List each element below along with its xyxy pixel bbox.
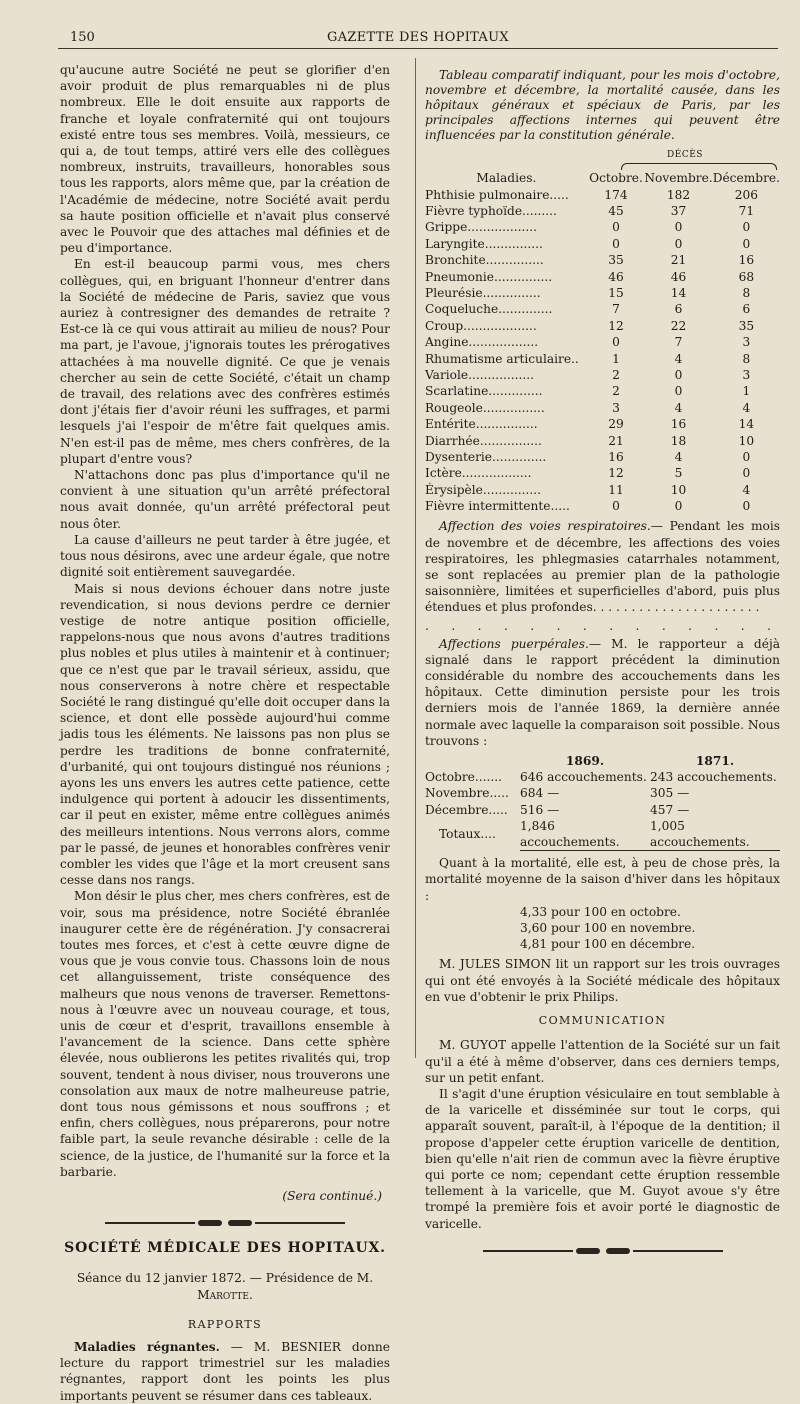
col-octobre: Octobre. bbox=[589, 171, 643, 186]
accouchement-row bbox=[425, 769, 780, 785]
simon-name: M. JULES SIMON bbox=[439, 957, 552, 972]
deaths-nov: 4 bbox=[674, 449, 683, 464]
page-number: 150 bbox=[70, 30, 95, 45]
guyot-paragraph: M. GUYOT appelle l'attention de la Société sur un fait qu'il a été à même d'observer, dans ces derniers temps, sur un petit enfant. bbox=[425, 1038, 780, 1085]
deaths-nov: 10 bbox=[670, 482, 687, 497]
table-row bbox=[425, 367, 780, 383]
final-paragraph: Il s'agit d'une éruption vésiculaire en tout semblable à de la varicelle et disséminée sur tout le corps, qui apparaît souvent, paraît-il, à l'époque de la dentition; il propose d'appeler cette éruption varicelle de dentition, bien qu'elle n'ait rien de commun avec la fièvre éruptive qui porte ce nom; cependant cette éruption ressemble tellement à la varicelle, que M. Guyot avoue s'y être trompé la première fois et avoir porté le diagnostic de varicelle. bbox=[425, 1086, 780, 1231]
paragraph: Mais si nous devions échouer dans notre juste revendication, si nous devions perdre ce dernier vestige de notre antique position officielle, rappelons-nous que nous avons d'autres traditions plus nobles et plus utiles à maintenir et à continuer; que ce n'est que par le travail sérieux, assidu, que nous conserverons à notre chère et respectable Société le rang distingué qu'elle doit occuper dans la science, et dont elle possède aujourd'hui comme jadis tous les éléments. Ne laissons pas non plus se perdre les traditions de bonne confraternité, d'urbanité, qui ont toujours distingué nos réunions ; ayons les uns envers les autres cette patience, cette indulgence qui portent à adoucir les dissentiments, car il peut en exister, même entre collègues animés des meilleurs intentions. Nous verrons alors, comme par le passé, de jeunes et honorables confrères venir combler les vides que l'âge et la mort creusent sans cesse dans nos rangs. bbox=[60, 581, 390, 888]
disease-name: Angine.................. bbox=[425, 335, 539, 350]
deaths-dec: 35 bbox=[738, 318, 755, 333]
month-label: Novembre..... bbox=[425, 786, 509, 801]
table-row bbox=[425, 252, 780, 268]
deaths-nov: 16 bbox=[670, 417, 687, 432]
deaths-dec: 68 bbox=[738, 269, 755, 284]
month-label: Octobre....... bbox=[425, 770, 503, 785]
deaths-dec: 4 bbox=[742, 400, 751, 415]
deaths-dec: 0 bbox=[742, 449, 751, 464]
totals-label: Totaux.... bbox=[439, 827, 496, 842]
deaths-nov: 4 bbox=[674, 400, 683, 415]
journal-title: GAZETTE DES HOPITAUX bbox=[327, 30, 509, 45]
disease-name: Rougeole................ bbox=[425, 400, 545, 415]
rate-line: 4,33 pour 100 en octobre. bbox=[520, 904, 681, 919]
table-row bbox=[425, 432, 780, 448]
deaths-nov: 37 bbox=[670, 204, 687, 219]
table-row bbox=[425, 449, 780, 465]
table-row bbox=[425, 498, 780, 514]
section-title: SOCIÉTÉ MÉDICALE DES HOPITAUX. bbox=[64, 1240, 386, 1257]
total-1869: 1,846 accouchements. bbox=[520, 818, 650, 851]
deaths-nov: 14 bbox=[670, 286, 687, 301]
deaths-dec: 8 bbox=[742, 286, 751, 301]
deaths-dec: 0 bbox=[742, 236, 751, 251]
table-row bbox=[425, 236, 780, 252]
disease-name: Laryngite............... bbox=[425, 236, 543, 251]
paragraph: Mon désir le plus cher, mes chers confrères, est de voir, sous ma présidence, notre Société ébranlée inaugurer cette ère de régénération. J'y consacrerai toutes mes forces, et c'est à cette œuvre digne de vous que je vous convie tous. Chassons loin de nous cet allanguissement, triste conséquence des malheurs que nous venons de traverser. Remettons-nous à l'œuvre avec un nouveau courage, et tous, unis de cœur et d'esprit, travaillons ensemble à l'avancement de la science. Dans cette sphère élevée, nous oublierons les petites rivalités qui, trop souvent, tendent à nous diviser, nous trouverons une consolation aux maux de notre malheureuse patrie, dont tous nous gémissons et nous souffrons ; et enfin, chers collègues, nous préparerons, pour notre faible part, la seule revanche désirable : celle de la science, de la justice, de l'humanité sur la force et la barbarie. bbox=[60, 889, 390, 1179]
accouchement-row bbox=[425, 802, 780, 818]
deaths-nov: 21 bbox=[670, 253, 687, 268]
deaths-dec: 4 bbox=[742, 482, 751, 497]
deaths-nov: 4 bbox=[674, 351, 683, 366]
accouchements-body bbox=[425, 769, 780, 818]
deaths-dec: 0 bbox=[742, 499, 751, 514]
seance-line: Séance du 12 janvier 1872. — Présidence de M. Marotte. bbox=[76, 1271, 374, 1302]
deaths-dec: 6 bbox=[742, 302, 751, 317]
year-1869: 1869. bbox=[565, 754, 605, 769]
disease-name: Scarlatine.............. bbox=[425, 384, 543, 399]
disease-name: Croup................... bbox=[425, 318, 537, 333]
disease-name: Entérite................ bbox=[425, 417, 538, 432]
mortality-table-body bbox=[425, 187, 780, 515]
disease-name: Ictère.................. bbox=[425, 466, 532, 481]
paragraph: N'attachons donc pas plus d'importance qu'il ne convient à une situation qu'un arrêté préfectoral nous avait donnée, qu'un arrêté préfectoral peut nous ôter. bbox=[60, 468, 390, 531]
page-header bbox=[58, 28, 778, 49]
count-b: 243 accouchements. bbox=[650, 770, 777, 785]
deaths-oct: 45 bbox=[608, 204, 624, 219]
disease-name: Pleurésie............... bbox=[425, 286, 541, 301]
year-1871: 1871. bbox=[695, 754, 735, 769]
deaths-oct: 35 bbox=[608, 253, 624, 268]
table-row bbox=[425, 465, 780, 481]
deaths-nov: 6 bbox=[674, 302, 683, 317]
continued-note: (Sera continué.) bbox=[282, 1189, 382, 1204]
deaths-dec: 10 bbox=[738, 433, 755, 448]
table-caption: Tableau comparatif indiquant, pour les mois d'octobre, novembre et décembre, la mortalité causée, dans les hôpitaux généraux et spéciaux de Paris, par les principales affections internes qui peuvent être influencées par la constitution générale. bbox=[425, 68, 780, 142]
right-column bbox=[425, 68, 780, 1268]
deaths-dec: 3 bbox=[742, 367, 751, 382]
besnier-name: BESNIER bbox=[281, 1340, 341, 1355]
deaths-nov: 22 bbox=[670, 318, 687, 333]
deaths-oct: 7 bbox=[612, 302, 620, 317]
disease-name: Variole................. bbox=[425, 367, 534, 382]
deaths-oct: 12 bbox=[608, 318, 624, 333]
deaths-dec: 3 bbox=[742, 335, 751, 350]
deaths-oct: 29 bbox=[608, 417, 624, 432]
paragraph: qu'aucune autre Société ne peut se glorifier d'en avoir produit de plus remarquables ni de plus nombreux. Elle le doit ensuite aux rapports de franche et loyale confraternité qui ont toujours existé entre tous ses membres. Voilà, messieurs, ce qui a, de tout temps, attiré vers elle des collègues nombreux, instruits, travailleurs, honorables sous tous les rapports, alors même que, par la création de l'Académie de médecine, notre Société avait perdu sa haute position officielle et n'avait plus conservé avec le Pouvoir que des attaches mal définies et de peu d'importance. bbox=[60, 63, 390, 256]
guyot-name: M. GUYOT bbox=[439, 1038, 507, 1053]
deaths-oct: 21 bbox=[608, 433, 624, 448]
count-a: 684 — bbox=[520, 786, 560, 801]
paragraph: En est-il beaucoup parmi vous, mes chers collègues, qui, en briguant l'honneur d'entrer dans la Société de médecine de Paris, saviez que vous auriez à contresigner des demandes de retraite ? Est-ce là ce qui vous attirait au milieu de nous? Pour ma part, je l'avoue, j'ignorais toutes les prérogatives attachées à ma nouvelle dignité. Ce que je venais chercher au sein de cette Société, c'était un champ de travail, des relations avec des confrères estimés dont j'étais fier d'avoir réuni les suffrages, et parmi lesquels j'ai l'espoir de m'être fait quelques amis. N'en est-il pas de même, mes chers confrères, de la plupart d'entre vous? bbox=[60, 257, 390, 466]
col-novembre: Novembre. bbox=[644, 171, 713, 186]
deaths-nov: 0 bbox=[674, 236, 683, 251]
deaths-dec: 0 bbox=[742, 466, 751, 481]
rate-line: 4,81 pour 100 en décembre. bbox=[520, 937, 696, 952]
mortalite-paragraph: Quant à la mortalité, elle est, à peu de chose près, la mortalité moyenne de la saison d'hiver dans les hôpitaux : bbox=[425, 856, 780, 903]
table-row bbox=[425, 416, 780, 432]
president-name: Marotte bbox=[197, 1287, 249, 1302]
deaths-nov: 5 bbox=[674, 466, 683, 481]
deaths-nov: 46 bbox=[670, 269, 687, 284]
respiratory-label: Affection des voies respiratoires. bbox=[439, 519, 651, 534]
respiratory-paragraph: Affection des voies respiratoires.— Pendant les mois de novembre et de décembre, les affections des voies respiratoires, les phlegmasies catarrhales notamment, se sont replacées au premier plan de la pathologie saisonnière, limitées et superficielles d'abord, puis plus étendues et plus profondes. . . . . . . . . . . . . . . . . . . . . . bbox=[425, 519, 780, 615]
table-row bbox=[425, 334, 780, 350]
table-row bbox=[425, 203, 780, 219]
deaths-dec: 16 bbox=[738, 253, 755, 268]
accouchements-table bbox=[425, 753, 780, 851]
rapports-heading: RAPPORTS bbox=[187, 1317, 263, 1331]
deaths-oct: 46 bbox=[608, 269, 624, 284]
disease-name: Fièvre intermittente..... bbox=[425, 499, 570, 514]
count-a: 646 accouchements. bbox=[520, 770, 647, 785]
ornamental-divider bbox=[60, 1216, 390, 1230]
table-row bbox=[425, 269, 780, 285]
deaths-dec: 1 bbox=[742, 384, 751, 399]
count-b: 457 — bbox=[650, 802, 690, 817]
deaths-oct: 0 bbox=[612, 220, 620, 235]
deaths-nov: 7 bbox=[674, 335, 683, 350]
deces-label: DÉCÈS bbox=[667, 150, 703, 160]
deaths-nov: 0 bbox=[674, 384, 683, 399]
disease-name: Rhumatisme articulaire.. bbox=[425, 351, 579, 366]
disease-name: Érysipèle............... bbox=[425, 482, 541, 497]
disease-name: Pneumonie............... bbox=[425, 269, 553, 284]
deaths-nov: 18 bbox=[670, 433, 687, 448]
year-row bbox=[425, 753, 780, 769]
table-row bbox=[425, 400, 780, 416]
count-a: 516 — bbox=[520, 802, 560, 817]
deaths-oct: 2 bbox=[612, 367, 620, 382]
rate-line: 3,60 pour 100 en novembre. bbox=[520, 921, 696, 936]
deaths-oct: 0 bbox=[612, 236, 620, 251]
deaths-oct: 12 bbox=[608, 466, 624, 481]
deaths-nov: 182 bbox=[666, 187, 691, 202]
simon-paragraph: M. JULES SIMON lit un rapport sur les trois ouvrages qui ont été envoyés à la Société médicale des hôpitaux en vue d'obtenir le prix Philips. bbox=[425, 957, 780, 1004]
accouchement-row bbox=[425, 785, 780, 801]
totals-row bbox=[425, 818, 780, 851]
deaths-dec: 8 bbox=[742, 351, 751, 366]
disease-name: Fièvre typhoïde......... bbox=[425, 204, 557, 219]
paragraph: La cause d'ailleurs ne peut tarder à être jugée, et tous nous désirons, avec une ardeur égale, que notre dignité soit entièrement sauvegardée. bbox=[60, 532, 390, 580]
table-row bbox=[425, 301, 780, 317]
table-header-row bbox=[425, 170, 780, 186]
disease-name: Phthisie pulmonaire..... bbox=[425, 187, 569, 202]
disease-name: Diarrhée................ bbox=[425, 433, 542, 448]
deaths-oct: 15 bbox=[608, 286, 624, 301]
disease-name: Bronchite............... bbox=[425, 253, 544, 268]
table-row bbox=[425, 187, 780, 203]
deces-brace bbox=[621, 163, 777, 170]
table-row bbox=[425, 219, 780, 235]
table-row bbox=[425, 482, 780, 498]
month-label: Décembre..... bbox=[425, 802, 508, 817]
disease-name: Dysenterie.............. bbox=[425, 449, 547, 464]
table-row bbox=[425, 318, 780, 334]
deaths-dec: 14 bbox=[738, 417, 755, 432]
deaths-oct: 3 bbox=[612, 400, 620, 415]
maladies-paragraph: Maladies régnantes. — M. BESNIER donne lecture du rapport trimestriel sur les maladies régnantes, rapport dont les points les plus importants peuvent se résumer dans ces tableaux. bbox=[60, 1340, 390, 1403]
deaths-oct: 0 bbox=[612, 335, 620, 350]
deaths-oct: 1 bbox=[612, 351, 620, 366]
deaths-oct: 174 bbox=[604, 187, 628, 202]
communication-heading: COMMUNICATION bbox=[538, 1014, 667, 1028]
puerperal-label: Affections puerpérales. bbox=[439, 636, 589, 651]
table-row bbox=[425, 351, 780, 367]
deaths-oct: 16 bbox=[608, 449, 624, 464]
deaths-dec: 0 bbox=[742, 220, 751, 235]
disease-name: Grippe.................. bbox=[425, 220, 538, 235]
count-b: 305 — bbox=[650, 786, 690, 801]
ornamental-divider bbox=[425, 1244, 780, 1258]
deaths-dec: 71 bbox=[738, 204, 755, 219]
maladies-label: Maladies régnantes. bbox=[74, 1340, 220, 1355]
deaths-nov: 0 bbox=[674, 220, 683, 235]
deaths-nov: 0 bbox=[674, 499, 683, 514]
dotted-separator: . . . . . . . . . . . . . . bbox=[425, 618, 780, 633]
total-1871: 1,005 accouchements. bbox=[650, 818, 780, 851]
table-row bbox=[425, 285, 780, 301]
col-decembre: Décembre. bbox=[712, 171, 780, 186]
deaths-oct: 0 bbox=[612, 499, 620, 514]
deaths-oct: 2 bbox=[612, 384, 620, 399]
mortality-table bbox=[425, 170, 780, 514]
left-column bbox=[60, 62, 390, 1404]
disease-name: Coqueluche.............. bbox=[425, 302, 553, 317]
deaths-dec: 206 bbox=[734, 187, 758, 202]
puerperal-paragraph: Affections puerpérales.— M. le rapporteur a déjà signalé dans le rapport précédent la diminution considérable du nombre des accouchements dans les hôpitaux. Cette diminution persiste pour les trois derniers mois de l'année 1869, la dernière année normale avec laquelle la comparaison soit possible. Nous trouvons : bbox=[425, 636, 780, 748]
table-row bbox=[425, 383, 780, 399]
deaths-nov: 0 bbox=[674, 367, 683, 382]
col-maladies: Maladies. bbox=[476, 171, 537, 186]
deaths-oct: 11 bbox=[608, 482, 624, 497]
column-divider bbox=[415, 58, 416, 1058]
